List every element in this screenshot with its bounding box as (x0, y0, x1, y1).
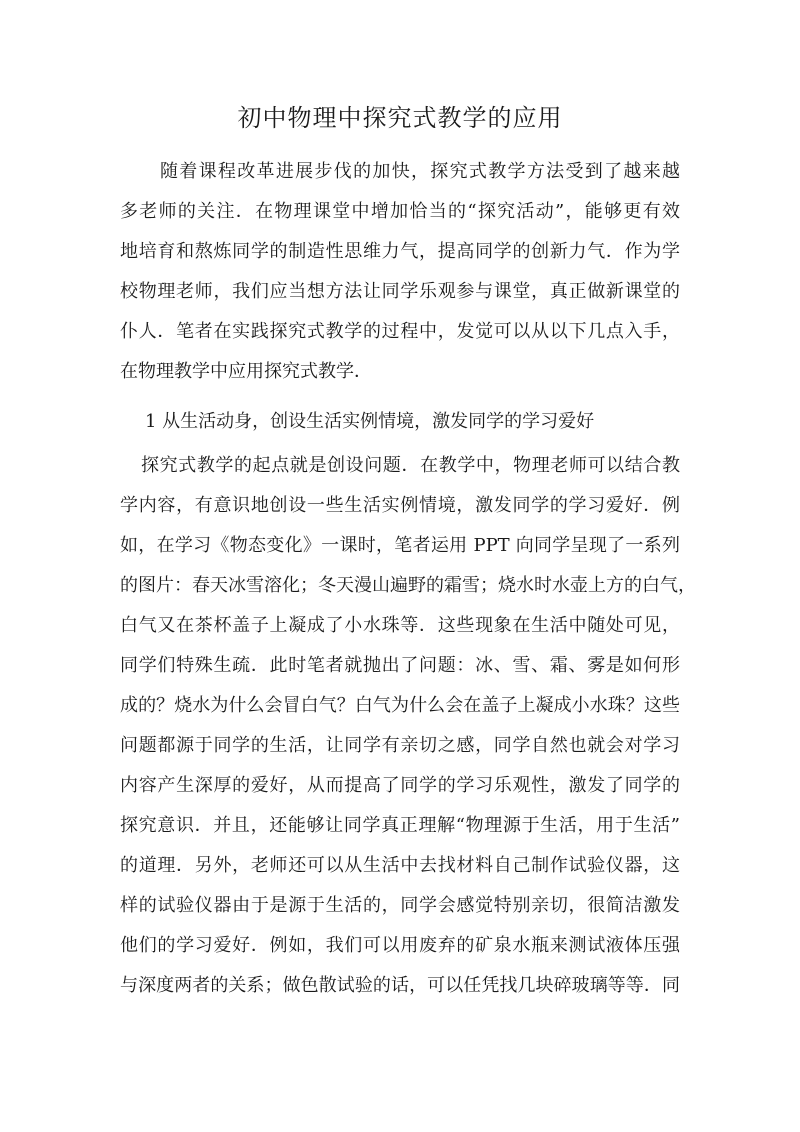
paragraph-line: 同学们特殊生疏．此时笔者就抛出了问题：冰、雪、霜、雾是如何形 (120, 655, 680, 676)
paragraph-line: 白气又在茶杯盖子上凝成了小水珠等．这些现象在生活中随处可见， (120, 615, 680, 636)
paragraph-line: 仆人．笔者在实践探究式教学的过程中，发觉可以从以下几点入手， (120, 321, 680, 342)
paragraph-line: 探究式教学的起点就是创设问题．在教学中，物理老师可以结合教 (141, 455, 680, 476)
paragraph-line: 与深度两者的关系；做色散试验的话，可以任凭找几块碎玻璃等等．同 (120, 975, 680, 996)
paragraph-line: 成的？烧水为什么会冒白气？白气为什么会在盖子上凝成小水珠？这些 (120, 695, 680, 716)
paragraph-line: 多老师的关注．在物理课堂中增加恰当的“探究活动”，能够更有效 (120, 201, 680, 222)
paragraph-line: 学内容，有意识地创设一些生活实例情境，激发同学的学习爱好．例 (120, 495, 680, 516)
paragraph-line: 校物理老师，我们应当想方法让同学乐观参与课堂，真正做新课堂的 (120, 281, 680, 302)
paragraph-line: 地培育和熬炼同学的制造性思维力气，提高同学的创新力气．作为学 (120, 241, 680, 262)
section-heading: 1 从生活动身，创设生活实例情境，激发同学的学习爱好 (145, 411, 595, 432)
paragraph-line: 内容产生深厚的爱好，从而提高了同学的学习乐观性，激发了同学的 (120, 775, 680, 796)
paragraph-line: 问题都源于同学的生活，让同学有亲切之感，同学自然也就会对学习 (120, 735, 680, 756)
paragraph-line: 他们的学习爱好．例如，我们可以用废弃的矿泉水瓶来测试液体压强 (120, 935, 680, 956)
document-title: 初中物理中探究式教学的应用 (237, 104, 563, 132)
paragraph-line: 如，在学习《物态变化》一课时，笔者运用 PPT 向同学呈现了一系列 (120, 535, 680, 556)
paragraph-line: 的图片：春天冰雪溶化；冬天漫山遍野的霜雪；烧水时水壶上方的白气， (120, 575, 696, 596)
paragraph-line: 样的试验仪器由于是源于生活的，同学会感觉特别亲切，很简洁激发 (120, 895, 680, 916)
paragraph-line: 在物理教学中应用探究式教学． (120, 361, 372, 382)
paragraph-line: 的道理．另外，老师还可以从生活中去找材料自己制作试验仪器，这 (120, 855, 680, 876)
paragraph-line: 探究意识．并且，还能够让同学真正理解“物理源于生活，用于生活” (120, 815, 680, 836)
paragraph-line: 随着课程改革进展步伐的加快，探究式教学方法受到了越来越 (160, 161, 680, 182)
